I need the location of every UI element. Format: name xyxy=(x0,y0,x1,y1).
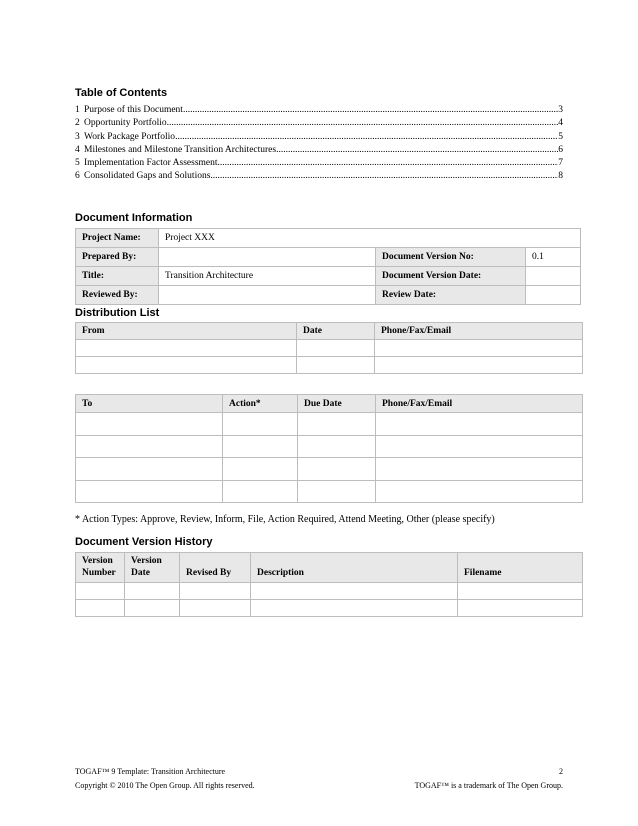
toc-leader-dots xyxy=(218,157,559,170)
description-column-header: Description xyxy=(251,553,458,583)
contact-cell[interactable] xyxy=(375,340,583,357)
project-name-label: Project Name: xyxy=(76,229,159,248)
review-date-value[interactable] xyxy=(526,286,581,305)
due-date-column-header: Due Date xyxy=(298,395,376,413)
table-row xyxy=(76,340,583,357)
table-header-row xyxy=(76,553,583,583)
due-date-cell[interactable] xyxy=(298,435,376,458)
filename-cell[interactable] xyxy=(458,600,583,617)
contact-cell[interactable] xyxy=(375,357,583,374)
footer-page-number: 2 xyxy=(559,767,563,776)
document-version-history-heading: Document Version History xyxy=(75,536,213,548)
document-version-date-label: Document Version Date: xyxy=(376,267,526,286)
version-date-header-line1: Version xyxy=(131,556,162,566)
document-version-no-label: Document Version No: xyxy=(376,248,526,267)
contact-cell[interactable] xyxy=(376,413,583,436)
to-cell[interactable] xyxy=(76,458,223,481)
toc-entry-page: 4 xyxy=(558,118,563,129)
action-column-header: Action* xyxy=(223,395,298,413)
action-cell[interactable] xyxy=(223,413,298,436)
due-date-cell[interactable] xyxy=(298,413,376,436)
table-row xyxy=(76,413,583,436)
document-version-no-value[interactable]: 0.1 xyxy=(526,248,581,267)
toc-entry-title: Work Package Portfolio xyxy=(84,131,176,142)
filename-column-header: Filename xyxy=(458,553,583,583)
to-column-header: To xyxy=(76,395,223,413)
toc-entry-number: 5 xyxy=(75,158,80,169)
version-date-header-line2: Date xyxy=(131,568,150,578)
toc-entry-implementation-factor[interactable] xyxy=(75,157,563,170)
to-cell[interactable] xyxy=(76,413,223,436)
action-cell[interactable] xyxy=(223,480,298,503)
toc-entry-number: 2 xyxy=(75,118,80,129)
toc-entry-opportunity-portfolio[interactable] xyxy=(75,117,563,130)
version-date-cell[interactable] xyxy=(125,600,180,617)
toc-entry-title: Purpose of this Document xyxy=(84,105,183,115)
date-column-header: Date xyxy=(297,323,375,340)
version-number-header-line1: Version xyxy=(82,556,113,566)
title-label: Title: xyxy=(76,267,159,286)
due-date-cell[interactable] xyxy=(298,480,376,503)
toc-entry-title: Milestones and Milestone Transition Architectures xyxy=(84,144,277,155)
reviewed-by-value[interactable] xyxy=(159,286,376,305)
contact-cell[interactable] xyxy=(376,480,583,503)
toc-entry-title: Opportunity Portfolio xyxy=(84,118,167,129)
version-number-cell[interactable] xyxy=(76,583,125,600)
date-cell[interactable] xyxy=(297,340,375,357)
toc-entry-page: 8 xyxy=(558,171,563,182)
phone-fax-email-column-header: Phone/Fax/Email xyxy=(376,395,583,413)
table-row xyxy=(76,357,583,374)
toc-leader-dots xyxy=(167,117,559,130)
toc-leader-dots xyxy=(276,144,558,157)
footer-copyright: Copyright © 2010 The Open Group. All rights reserved. xyxy=(75,781,255,790)
toc-leader-dots xyxy=(183,104,558,117)
table-row xyxy=(76,435,583,458)
document-information-heading: Document Information xyxy=(75,212,193,224)
table-row xyxy=(76,583,583,600)
version-number-header-line2: Number xyxy=(82,568,116,578)
project-name-value[interactable]: Project XXX xyxy=(159,229,581,248)
toc-leader-dots xyxy=(175,131,558,144)
version-date-cell[interactable] xyxy=(125,583,180,600)
contact-cell[interactable] xyxy=(376,435,583,458)
toc-entry-page: 6 xyxy=(558,144,563,155)
distribution-list-heading: Distribution List xyxy=(75,307,160,319)
table-row xyxy=(76,600,583,617)
table-row xyxy=(76,267,581,286)
document-version-date-value[interactable] xyxy=(526,267,581,286)
toc-entry-page: 7 xyxy=(558,158,563,169)
filename-cell[interactable] xyxy=(458,583,583,600)
contact-cell[interactable] xyxy=(376,458,583,481)
toc-entry-title: Implementation Factor Assessment xyxy=(84,158,218,169)
table-row xyxy=(76,229,581,248)
review-date-label: Review Date: xyxy=(376,286,526,305)
toc-entry-milestones[interactable] xyxy=(75,144,563,157)
toc-leader-dots xyxy=(210,170,558,183)
prepared-by-label: Prepared By: xyxy=(76,248,159,267)
from-column-header: From xyxy=(76,323,297,340)
title-value[interactable]: Transition Architecture xyxy=(159,267,376,286)
version-number-column-header xyxy=(76,553,125,583)
version-date-column-header xyxy=(125,553,180,583)
table-row xyxy=(76,458,583,481)
to-cell[interactable] xyxy=(76,435,223,458)
action-types-note: * Action Types: Approve, Review, Inform, File, Action Required, Attend Meeting, Other (please specify) xyxy=(75,514,495,525)
toc-heading: Table of Contents xyxy=(75,87,168,99)
date-cell[interactable] xyxy=(297,357,375,374)
toc-entry-page: 5 xyxy=(558,131,563,142)
due-date-cell[interactable] xyxy=(298,458,376,481)
footer-trademark: TOGAF™ is a trademark of The Open Group. xyxy=(414,781,563,790)
reviewed-by-label: Reviewed By: xyxy=(76,286,159,305)
action-cell[interactable] xyxy=(223,435,298,458)
revised-by-column-header: Revised By xyxy=(180,553,251,583)
toc-entry-number: 4 xyxy=(75,144,80,155)
distribution-to-table xyxy=(75,394,583,503)
action-cell[interactable] xyxy=(223,458,298,481)
toc-entry-number: 6 xyxy=(75,171,80,182)
toc-entry-purpose[interactable] xyxy=(75,104,563,117)
footer-template-label: TOGAF™ 9 Template: Transition Architecture xyxy=(75,767,226,776)
document-version-history-table xyxy=(75,552,583,617)
toc-entry-page: 3 xyxy=(558,105,563,115)
table-header-row xyxy=(76,395,583,413)
from-cell[interactable] xyxy=(76,357,297,374)
toc-entry-title: Consolidated Gaps and Solutions xyxy=(84,171,211,182)
toc-entry-number: 1 xyxy=(75,105,80,115)
description-cell[interactable] xyxy=(251,583,458,600)
from-cell[interactable] xyxy=(76,340,297,357)
table-row xyxy=(76,248,581,267)
prepared-by-value[interactable] xyxy=(159,248,376,267)
to-cell[interactable] xyxy=(76,480,223,503)
version-number-cell[interactable] xyxy=(76,600,125,617)
toc-entry-work-package-portfolio[interactable] xyxy=(75,131,563,144)
description-cell[interactable] xyxy=(251,600,458,617)
page-footer xyxy=(75,765,563,793)
table-row xyxy=(76,480,583,503)
toc-entry-consolidated-gaps[interactable] xyxy=(75,170,563,183)
revised-by-cell[interactable] xyxy=(180,600,251,617)
document-information-table xyxy=(75,228,581,305)
phone-fax-email-column-header: Phone/Fax/Email xyxy=(375,323,583,340)
toc-entry-number: 3 xyxy=(75,131,80,142)
table-header-row xyxy=(76,323,583,340)
table-row xyxy=(76,286,581,305)
distribution-from-table xyxy=(75,322,583,374)
revised-by-cell[interactable] xyxy=(180,583,251,600)
table-of-contents xyxy=(75,104,563,184)
